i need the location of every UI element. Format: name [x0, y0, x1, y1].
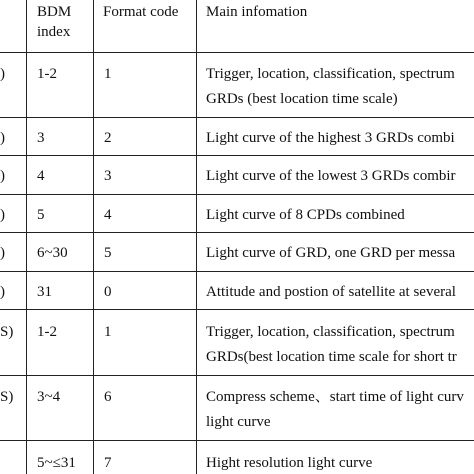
rule-col-3 — [196, 0, 197, 474]
row-label: ) — [0, 284, 5, 300]
rule-col-2 — [93, 0, 94, 474]
rule-row-2-bottom — [0, 155, 474, 156]
info-cell-line-1: Attitude and postion of satellite at several — [206, 284, 456, 300]
format-code-cell: 7 — [104, 455, 112, 471]
info-cell-line-1: Light curve of the lowest 3 GRDs combir — [206, 168, 456, 184]
format-code-cell: 4 — [104, 207, 112, 223]
info-cell-line-2: GRDs (best location time scale) — [206, 91, 398, 107]
info-cell-line-2: GRDs(best location time scale for short tr — [206, 349, 457, 365]
bdm-index-cell: 3 — [37, 130, 45, 146]
rule-header-bottom — [0, 52, 474, 53]
bdm-index-cell: 1-2 — [37, 324, 57, 340]
row-label: ) — [0, 207, 5, 223]
rule-col-1 — [26, 0, 27, 474]
bdm-index-cell: 3~4 — [37, 389, 61, 405]
row-label: S) — [0, 324, 14, 340]
info-cell-line-1: Light curve of the highest 3 GRDs combi — [206, 130, 455, 146]
row-label: ) — [0, 168, 5, 184]
rule-row-7-bottom — [0, 375, 474, 376]
format-code-cell: 5 — [104, 245, 112, 261]
header-bdm-line-2: index — [37, 24, 71, 40]
header-format-code: Format code — [103, 4, 179, 20]
info-cell-line-1: Compress scheme、start time of light curv — [206, 389, 464, 405]
info-cell-line-1: Light curve of GRD, one GRD per messa — [206, 245, 456, 261]
rule-row-8-bottom — [0, 440, 474, 441]
format-code-cell: 2 — [104, 130, 112, 146]
row-label: S) — [0, 389, 14, 405]
format-code-cell: 3 — [104, 168, 112, 184]
info-cell-line-1: Light curve of 8 CPDs combined — [206, 207, 405, 223]
format-code-cell: 1 — [104, 324, 112, 340]
rule-row-1-bottom — [0, 117, 474, 118]
bdm-index-cell: 5 — [37, 207, 45, 223]
format-code-cell: 0 — [104, 284, 112, 300]
bdm-index-cell: 1-2 — [37, 66, 57, 82]
header-main-information: Main infomation — [206, 4, 308, 20]
info-cell-line-1: Trigger, location, classification, spectrum — [206, 324, 455, 340]
row-label: ) — [0, 245, 5, 261]
rule-row-5-bottom — [0, 271, 474, 272]
bdm-index-cell: 31 — [37, 284, 52, 300]
info-cell-line-1: Trigger, location, classification, spectrum — [206, 66, 455, 82]
rule-row-4-bottom — [0, 232, 474, 233]
header-bdm-line-1: BDM — [37, 4, 72, 20]
rule-row-6-bottom — [0, 309, 474, 310]
bdm-index-cell: 5~≤31 — [37, 455, 76, 471]
row-label: ) — [0, 66, 5, 82]
bdm-index-cell: 6~30 — [37, 245, 68, 261]
rule-row-3-bottom — [0, 194, 474, 195]
format-code-cell: 6 — [104, 389, 112, 405]
format-code-cell: 1 — [104, 66, 112, 82]
bdm-index-cell: 4 — [37, 168, 45, 184]
info-cell-line-2: light curve — [206, 414, 271, 430]
info-cell-line-1: Hight resolution light curve — [206, 455, 373, 471]
row-label: ) — [0, 130, 5, 146]
